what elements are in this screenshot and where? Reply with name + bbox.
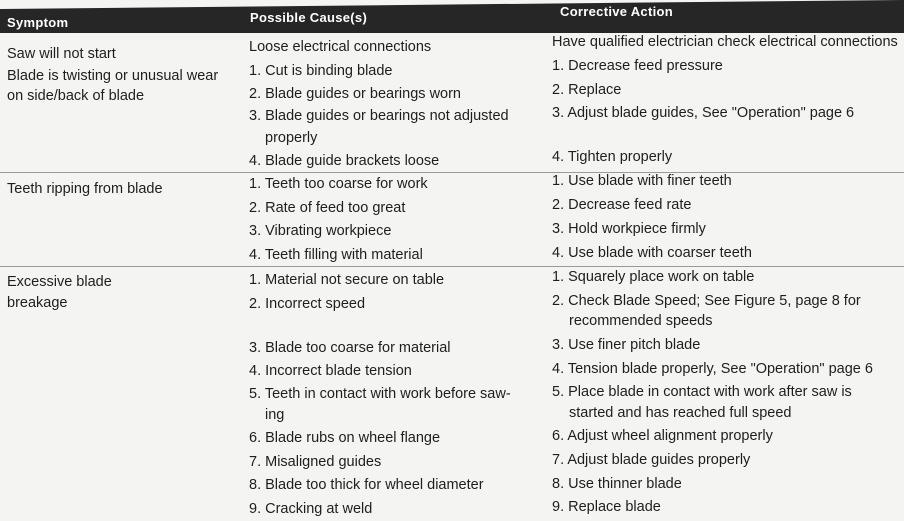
cause-line: 4. Teeth filling with material [249,247,423,263]
cause-line: 2. Blade guides or bearings worn [249,86,461,102]
cause-line: 5. Teeth in contact with work before saw- [249,386,511,402]
action-line: 2. Decrease feed rate [552,197,692,213]
action-line: 1. Use blade with finer teeth [552,173,732,189]
cause-line: 9. Cracking at weld [249,501,373,517]
action-line: 4. Use blade with coarser teeth [552,245,752,261]
action-line: 9. Replace blade [552,499,661,515]
cause-line: 4. Blade guide brackets loose [249,153,440,169]
action-line: 5. Place blade in contact with work after saw is [552,384,852,400]
cause-line: 3. Blade too coarse for material [249,340,451,356]
symptom-line: Blade is twisting or unusual wear [7,68,219,84]
action-line: 4. Tension blade properly, See "Operation" page 6 [552,361,873,377]
symptom-line: on side/back of blade [7,88,145,104]
action-line: 7. Adjust blade guides properly [552,452,751,468]
symptom-line: Teeth ripping from blade [7,181,163,197]
cause-line: 4. Incorrect blade tension [249,363,412,379]
cause-line: 1. Cut is binding blade [249,63,393,79]
cause-line: 6. Blade rubs on wheel flange [249,430,441,446]
action-line: 1. Decrease feed pressure [552,58,723,74]
action-line: 3. Adjust blade guides, See "Operation" page 6 [552,105,855,121]
cause-line: 3. Vibrating workpiece [249,223,392,239]
cause-line: properly [265,130,318,146]
cause-line: ing [265,407,285,423]
cause-line: 7. Misaligned guides [249,454,382,470]
row-divider [0,266,904,267]
symptom-line: breakage [7,295,68,311]
action-line: 2. Check Blade Speed; See Figure 5, page 8 for [552,293,861,309]
cause-line: 2. Rate of feed too great [249,200,406,216]
action-line: 6. Adjust wheel alignment properly [552,428,773,444]
action-line: started and has reached full speed [569,405,792,421]
header-corrective-action: Corrective Action [560,4,673,19]
action-line: recommended speeds [569,313,713,329]
cause-line: 8. Blade too thick for wheel diameter [249,477,484,493]
action-line: 3. Use finer pitch blade [552,337,701,353]
action-line: Have qualified electrician check electrical connections [552,34,898,50]
symptom-line: Saw will not start [7,46,116,62]
cause-line: 3. Blade guides or bearings not adjusted [249,108,509,124]
action-line: 3. Hold workpiece firmly [552,221,706,237]
cause-line: 2. Incorrect speed [249,296,366,312]
action-line: 2. Replace [552,82,622,98]
action-line: 4. Tighten properly [552,149,673,165]
cause-line: Loose electrical connections [249,39,432,55]
table-header-bar [0,0,904,33]
header-symptom: Symptom [7,15,69,30]
cause-line: 1. Teeth too coarse for work [249,176,428,192]
header-possible-causes: Possible Cause(s) [250,10,368,25]
action-line: 8. Use thinner blade [552,476,682,492]
symptom-line: Excessive blade [7,274,112,290]
cause-line: 1. Material not secure on table [249,272,445,288]
action-line: 1. Squarely place work on table [552,269,755,285]
row-divider [0,172,904,173]
